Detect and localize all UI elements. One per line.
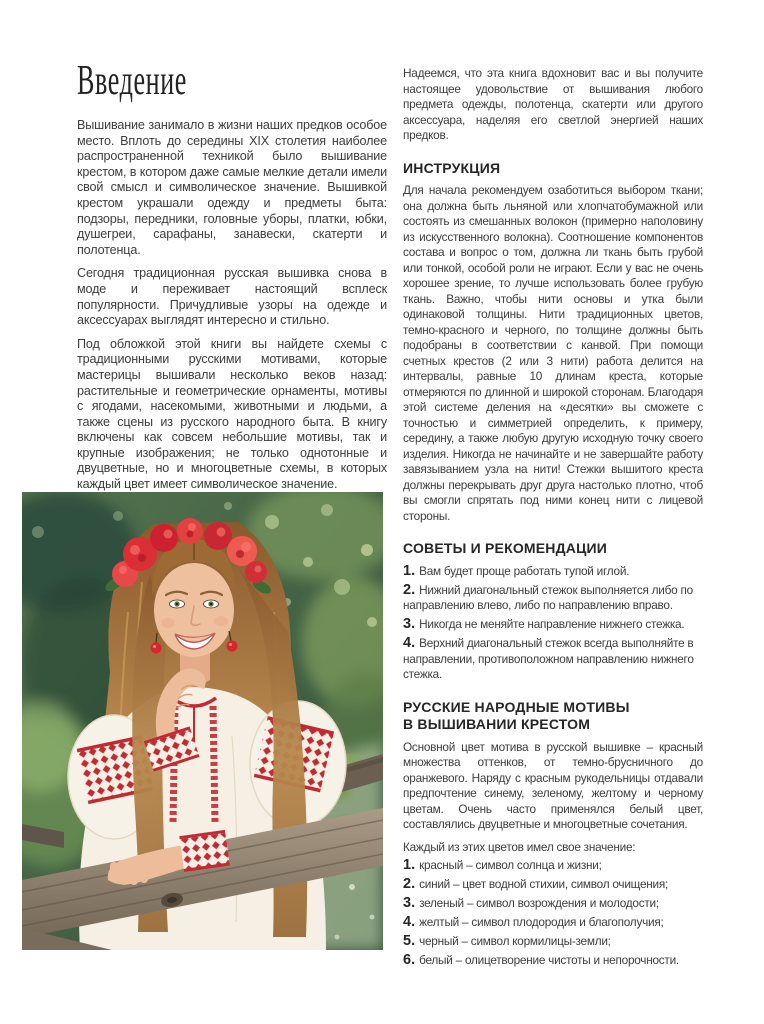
list-item <box>403 896 703 912</box>
item-text: синий – цвет водной стихии, символ очищения; <box>419 877 669 891</box>
item-text: Нижний диагональный стежок выполняется либо по направлению влево, либо по направлению вправо. <box>403 582 693 612</box>
section-motifs <box>403 699 703 969</box>
item-number: 1. <box>403 857 416 873</box>
item-text: Никогда не меняйте направление нижнего стежка. <box>419 617 685 631</box>
paragraph: Надеемся, что эта книга вдохновит вас и вы получите настоящее удовольствие от вышивания любого предмета одежды, полотенца, скатерти или другого аксессуара, наделяя его светлой энергией наших предков. <box>403 66 703 142</box>
item-text: желтый – символ плодородия и благополучия; <box>419 915 664 929</box>
item-text: зеленый – символ возрождения и молодости; <box>419 896 659 910</box>
item-number: 1. <box>403 562 416 579</box>
item-text: черный – символ кормилицы-земли; <box>419 934 611 948</box>
paragraph: Основной цвет мотива в русской вышивке – красный множества оттенков, от темно-брусничного до оранжевого. Наряду с красным рукодельницы отдавали предпочтение синему, зеленому, желтому и черному цветам. Очень часто применялся белый цвет, составлялись двуцветные и многоцветные сочетания. <box>403 739 703 831</box>
list-item <box>403 877 703 893</box>
list-item <box>403 858 703 874</box>
list-item <box>403 564 703 580</box>
list-item <box>403 617 703 633</box>
list-item <box>403 934 703 950</box>
paragraph: Для начала рекомендуем озаботиться выбором ткани; она должна быть льняной или хлопчатобумажной или состоять из смешанных волокон (примерно наполовину из искусственного волокна). Соотношение компонентов состава и вопрос о том, должна ли ткань быть грубой или тонкой, особой роли не играют. Если у вас не очень хорошее зрение, то лучше использовать более грубую ткань. Важно, чтобы нити основы и утка были одинаковой толщины. Нити традиционных цветов, темно-красного и черного, по толщине должны быть подобраны в соответствии с канвой. При помощи счетных крестов (2 или 3 нити) работа делится на интервалы, равные 10 длинам креста, которые отмеряются по длинной и широкой сторонам. Благодаря этой системе деления на «десятки» вы сможете с точностью и симметрией определить, к примеру, середину, а также любую другую исходную точку своего изделия. Никогда не начинайте и не завершайте работу завязыванием узла на нити! Стежки вышитого креста должны перекрывать друг друга настолько плотно, чтоб вы смогли спрятать под ними конец нити с лицевой стороны. <box>403 183 703 523</box>
photo-illustration <box>22 492 383 950</box>
paragraph: Сегодня традиционная русская вышивка снова в моде и переживает настоящий всплеск популярности. Причудливые узоры на одежде и аксессуарах выглядят интересно и стильно. <box>77 266 387 328</box>
section-heading: РУССКИЕ НАРОДНЫЕ МОТИВЫ В ВЫШИВАНИИ КРЕСТОМ <box>403 698 630 732</box>
colors-list <box>403 858 703 969</box>
right-column <box>403 66 703 972</box>
item-number: 5. <box>403 933 416 949</box>
section-tips <box>403 540 703 683</box>
paragraph: Каждый из этих цветов имел свое значение: <box>403 839 636 854</box>
item-text: красный – символ солнца и жизни; <box>419 858 602 872</box>
item-text: Вам будет проще работать тупой иглой. <box>419 563 630 578</box>
section-heading: ИНСТРУКЦИЯ <box>403 159 501 176</box>
list-item <box>403 583 703 614</box>
item-number: 3. <box>403 895 416 911</box>
item-text: белый – олицетворение чистоты и непорочности. <box>419 953 679 967</box>
item-number: 4. <box>403 914 416 930</box>
tips-list <box>403 564 703 683</box>
item-text: Верхний диагональный стежок всегда выполняйте в направлении, противоположном направлению нижнего стежка. <box>403 636 694 681</box>
page-title: Введение <box>77 58 187 104</box>
section-instruction <box>403 160 703 525</box>
list-item <box>403 915 703 931</box>
left-body-text <box>77 118 387 493</box>
paragraph: Вышивание занимало в жизни наших предков особое место. Вплоть до середины XIX столетия наиболее распространенной техникой было вышивание крестом, в котором даже самые мелкие детали имели свой смысл и символическое значение. Вышивкой крестом украшали одежду и предметы быта: подзоры, передники, головные уборы, платки, юбки, душегреи, сарафаны, занавески, скатерти и полотенца. <box>77 118 387 257</box>
item-number: 4. <box>403 635 416 651</box>
item-number: 2. <box>403 876 416 892</box>
list-item <box>403 636 703 683</box>
item-number: 3. <box>403 616 416 632</box>
photo-woman-embroidery <box>22 492 383 950</box>
section-heading: СОВЕТЫ И РЕКОМЕНДАЦИИ <box>403 540 608 556</box>
left-column <box>77 58 387 501</box>
item-number: 2. <box>403 581 416 598</box>
item-number: 6. <box>403 952 416 968</box>
paragraph: Под обложкой этой книги вы найдете схемы с традиционными русскими мотивами, которые мастерицы вышивали несколько веков назад: растительные и геометрические орнаменты, мотивы с ягодами, насекомыми, животными и людьми, а также сцены из русского народного быта. В книгу включены как совсем небольшие мотивы, так и крупные изображения; не только однотонные и двуцветные, но и многоцветные схемы, в которых каждый цвет имеет символическое значение. <box>77 336 387 492</box>
list-item <box>403 953 703 969</box>
